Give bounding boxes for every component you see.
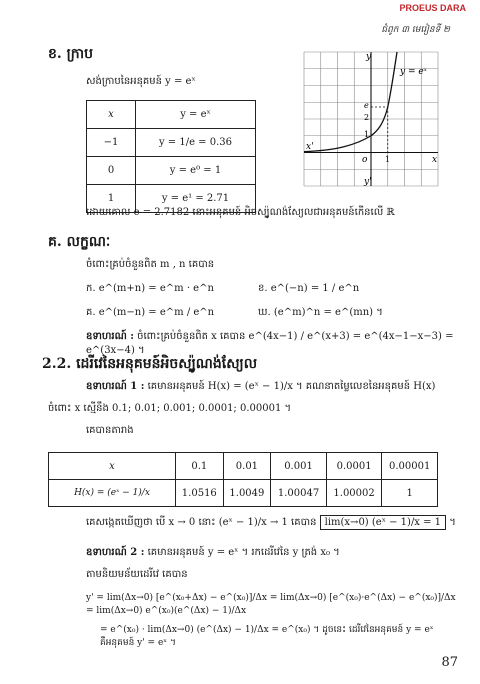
rule-item: [258, 282, 359, 296]
rule-label: ឃ.: [258, 307, 271, 318]
end-mark: ។: [449, 517, 456, 528]
growth-note: ដោយគោល e = 2.7182 នោះអនុគមន៍ អិចស្ប៉ូណង់ស្យែលជាអនុគមន៍កើនលើ ℝ: [86, 207, 395, 218]
table-header-cell: x: [49, 453, 176, 480]
rule-formula: e^(−n) = 1 / e^n: [270, 283, 360, 294]
example-label: ឧទាហរណ៍ :: [86, 331, 134, 342]
example-label: ឧទាហរណ៍ 1 :: [86, 381, 145, 392]
curve-label: y = eˣ: [400, 67, 427, 77]
section-props-heading: [48, 232, 110, 253]
example2-line: [86, 546, 466, 560]
observation-text: គេសង្កេតឃើញថា បើ x → 0 នោះ (eˣ − 1)/x → 1 គេបាន: [86, 517, 317, 528]
tick-e-label: e: [364, 101, 369, 110]
table-row: [87, 157, 256, 185]
table-cell: y = e¹ = 2.71: [136, 185, 256, 213]
table-row: [49, 480, 438, 507]
rule-formula: (e^m)^n = e^(mn) ។: [273, 307, 383, 318]
chapter-label: ជំពូក ៣ មេរៀនទី ២: [381, 25, 450, 35]
table-cell: 1.0516: [176, 480, 224, 507]
table-cell: 0: [87, 157, 136, 185]
table-header-row: [87, 101, 256, 129]
page-number: 87: [441, 655, 458, 670]
table-row: [87, 129, 256, 157]
table-cell: 1: [87, 185, 136, 213]
example-text: គេមានអនុគមន៍ y = eˣ ។ រកដេរីវេនៃ y ត្រង់ x₀ ។: [147, 547, 340, 558]
brand-label: PROEUS DARA: [399, 3, 466, 13]
origin-label: o: [362, 155, 368, 165]
limit-box: lim(x→0) (eˣ − 1)/x = 1: [320, 515, 446, 530]
table-cell: 1.00047: [271, 480, 327, 507]
table-cell: y = 1/e = 0.36: [136, 129, 256, 157]
value-table: [86, 100, 256, 213]
table-header-cell: x: [87, 101, 136, 129]
example-text: ចំពោះគ្រប់ចំនួនពិត x គេបាន e^(4x−1) / e^(x+3) = e^(4x−1−x−3) = e^(3x−4) ។: [86, 331, 454, 356]
rule-item: [258, 306, 383, 320]
table-cell: 1.0049: [223, 480, 271, 507]
rule-label: ក.: [86, 283, 96, 294]
exp-curve: [304, 52, 397, 152]
section-number: ខ.: [48, 46, 62, 62]
section-title: លក្ខណៈ: [66, 234, 111, 250]
rule-item: [86, 306, 214, 320]
derivative-line-1: y' = lim(Δx→0) [e^(x₀+Δx) − e^(x₀)]/Δx = lim(Δx→0) [e^(x₀)·e^(Δx) − e^(x₀)]/Δx = lim(Δx→0) e^(x₀)(e^(Δx) − 1)/Δx: [86, 593, 456, 616]
table-cell: 1.00002: [326, 480, 382, 507]
rule-label: ខ.: [258, 283, 268, 294]
example-label: ឧទាហរណ៍ 2 :: [86, 547, 145, 558]
table-header-cell: 0.1: [176, 453, 224, 480]
rule-label: គ.: [86, 307, 96, 318]
tick-1x-label: 1: [385, 155, 391, 164]
table-cell: −1: [87, 129, 136, 157]
example1-line2: ចំពោះ x ស្មើនឹង 0.1; 0.01; 0.001; 0.0001; 0.00001 ។: [48, 403, 292, 414]
table-header-cell: y = eˣ: [136, 101, 256, 129]
graph-intro: សង់ក្រាបនៃអនុគមន៍ y = eˣ: [86, 76, 196, 87]
table-header-cell: 0.001: [271, 453, 327, 480]
table-header-cell: 0.0001: [326, 453, 382, 480]
rule-formula: e^(m−n) = e^m / e^n: [98, 307, 215, 318]
table-cell: y = e⁰ = 1: [136, 157, 256, 185]
table-header-row: [49, 453, 438, 480]
y-axis-label: y: [366, 52, 372, 62]
rule-formula: e^(m+n) = e^m · e^n: [98, 283, 214, 294]
table-intro: គេបានតារាង: [86, 425, 134, 436]
derivative-line-2: = e^(x₀) · lim(Δx→0) (e^(Δx) − 1)/Δx = e^(x₀) ។ ដូចនេះ ដេរីវេនៃអនុគមន៍ y = eˣ គឺអនុគមន៍ y' = eˣ ។: [100, 625, 434, 648]
section-number: គ.: [48, 234, 62, 250]
x-neg-label: x': [306, 142, 314, 152]
props-intro: ចំពោះគ្រប់ចំនួនពិត m , n គេបាន: [86, 259, 215, 270]
observation-line: [86, 516, 476, 530]
exp-graph: [296, 44, 446, 194]
example1-line: [86, 380, 466, 394]
table-header-cell: 0.01: [223, 453, 271, 480]
section-title: ក្រាប: [66, 46, 94, 62]
tick-2-label: 2: [364, 113, 370, 122]
rule-item: [86, 282, 214, 296]
y-neg-label: y': [364, 177, 372, 187]
section-graph-heading: [48, 44, 93, 65]
section-22-heading: 2.2. ដេរីវេនៃអនុគមន៍អិចស្ប៉ូណង់ស្យែល: [42, 356, 258, 372]
table-header-cell: 0.00001: [382, 453, 438, 480]
h-table: [48, 452, 438, 507]
example-text: គេមានអនុគមន៍ H(x) = (eˣ − 1)/x ។ គណនាតម្លៃលេខនៃអនុគមន៍ H(x): [147, 381, 436, 392]
tick-1y-label: 1: [364, 130, 370, 139]
table-cell: 1: [382, 480, 438, 507]
definition-intro: តាមនិយមន័យដេរីវេ គេបាន: [86, 569, 188, 580]
table-cell: H(x) = (eˣ − 1)/x: [49, 480, 176, 507]
x-axis-label: x: [432, 155, 438, 165]
